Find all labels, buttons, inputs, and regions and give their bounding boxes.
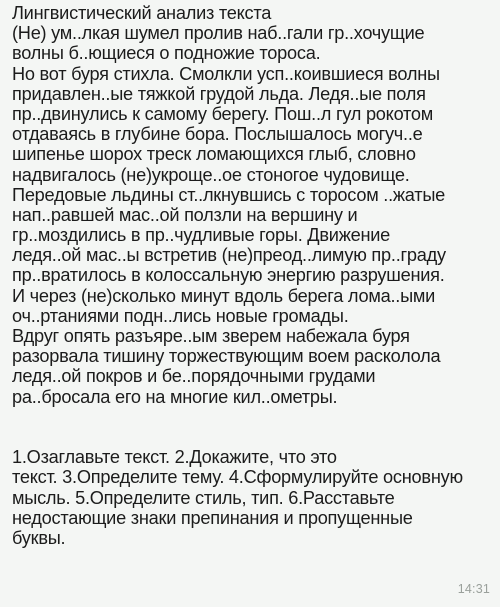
task-line: недостающие знаки препинания и пропущенные — [12, 507, 413, 528]
text-line: шипенье шорох треск ломающихся глыб, словно — [12, 144, 416, 165]
text-line: ледя..ой мас..ы встретив (не)преод..лимую пр..граду — [12, 245, 446, 266]
text-line: ра..бросала его на многие кил..ометры. — [12, 386, 338, 407]
text-line: Передовые льдины ст..лкнувшись с торосом ..жатые — [12, 184, 446, 205]
text-line: надвигалось (не)укроще..ое стоногое чудовище. — [12, 164, 410, 185]
text-line: разорвала тишину торжествующим воем расколола — [12, 346, 441, 367]
text-line: Но вот буря стихла. Смолкли усп..коившиеся волны — [12, 63, 440, 84]
text-line: (Не) ум..лкая шумел пролив наб..гали гр..хочущие — [12, 23, 425, 44]
text-line: ледя..ой покров и бе..порядочными грудами — [12, 366, 376, 387]
text-line: нап..равшей мас..ой ползли на вершину и — [12, 204, 358, 225]
text-line: И через (не)сколько минут вдоль берега лома..ыми — [12, 285, 436, 306]
task-line: мысль. 5.Определите стиль, тип. 6.Расставьте — [12, 487, 395, 508]
text-line: отдаваясь в глубине бора. Послышалось могуч..е — [12, 124, 423, 145]
text-line: волны б..ющиеся о подножие тороса. — [12, 43, 321, 64]
message-text — [12, 3, 500, 548]
text-line: оч..ртаниями подн..лись новые громады. — [12, 305, 349, 326]
text-line: придавлен..ые тяжкой грудой льда. Ледя..ые поля — [12, 83, 426, 104]
text-line: пр..двинулись к самому берегу. Пош..л гул рокотом — [12, 103, 434, 124]
message-title: Лингвистический анализ текста — [12, 3, 272, 23]
task-line: текст. 3.Определите тему. 4.Сформулируйте основную — [12, 467, 463, 488]
task-line: 1.Озаглавьте текст. 2.Докажите, что это — [12, 447, 337, 468]
task-line: буквы. — [12, 527, 66, 548]
message-timestamp: 14:31 — [457, 582, 490, 596]
paragraph-gap — [12, 407, 500, 447]
text-line: Вдруг опять разъяре..ым зверем набежала буря — [12, 326, 410, 346]
text-line: пр..вратилось в колоссальную энергию разрушения. — [12, 265, 445, 286]
text-line: гр..моздились в пр..чудливые горы. Движение — [12, 225, 391, 246]
